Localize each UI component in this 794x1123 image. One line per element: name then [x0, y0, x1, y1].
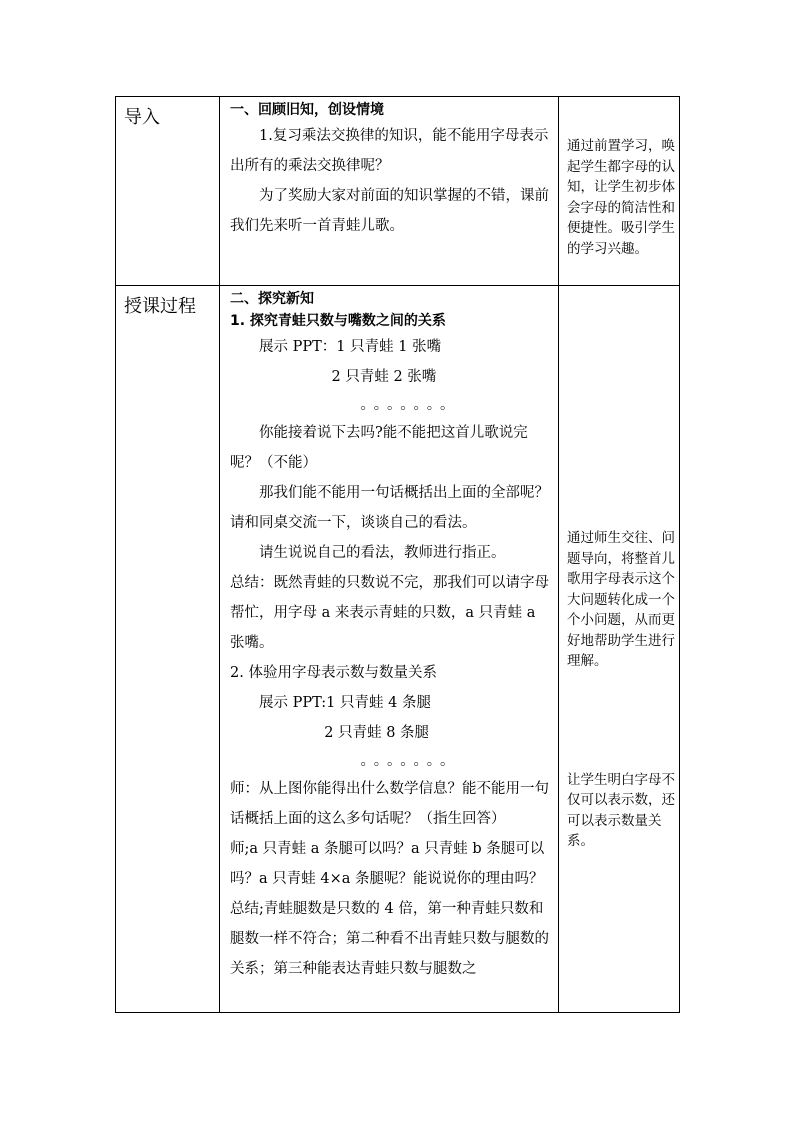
paragraph: 那我们能不能用一句话概括出上面的全部呢？请和同桌交流一下，谈谈自己的看法。 — [230, 485, 549, 531]
section-heading: 二、探究新知 — [230, 291, 314, 307]
subsection-heading: 2. 体验用字母表示数与数量关系 — [230, 665, 437, 681]
section-heading: 一、回顾旧知，创设情境 — [230, 102, 384, 118]
paragraph: 2 只青蛙 8 条腿 — [324, 725, 430, 741]
stage-cell-intro — [116, 97, 220, 286]
stage-label: 授课过程 — [124, 296, 196, 317]
design-note: 让学生明白字母不仅可以表示数，还可以表示数量关系。 — [567, 771, 675, 849]
paragraph: 师;a 只青蛙 a 条腿可以吗？a 只青蛙 b 条腿可以吗？a 只青蛙 4×a 条腿呢？能说说你的理由吗？ — [230, 841, 545, 887]
ellipsis: 。。。。。。。 — [360, 753, 461, 769]
paragraph: 1.复习乘法交换律的知识，能不能用字母表示出所有的乘法交换律呢？ — [230, 128, 549, 174]
subsection-heading: 1. 探究青蛙只数与嘴数之间的关系 — [230, 313, 446, 329]
paragraph: 2 只青蛙 2 张嘴 — [331, 369, 437, 385]
stage-cell-teaching — [116, 286, 220, 1013]
table-row-teaching — [116, 286, 680, 1013]
paragraph: 展示 PPT：1 只青蛙 1 张嘴 — [259, 339, 442, 355]
table-row-intro — [116, 97, 680, 286]
process-cell-teaching — [220, 286, 559, 1013]
paragraph: 你能接着说下去吗?能不能把这首儿歌说完呢？（不能） — [230, 425, 528, 471]
paragraph: 总结：既然青蛙的只数说不完，那我们可以请字母帮忙，用字母 a 来表示青蛙的只数，a 只青蛙 a 张嘴。 — [230, 575, 549, 651]
note-cell-teaching — [559, 286, 680, 1013]
paragraph: 师：从上图你能得出什么数学信息？能不能用一句话概括上面的这么多句话呢？（指生回答） — [230, 781, 549, 827]
design-note: 通过前置学习，唤起学生都字母的认知，让学生初步体会字母的简洁性和便捷性。吸引学生的学习兴趣。 — [567, 138, 675, 257]
paragraph: 总结;青蛙腿数是只数的 4 倍，第一种青蛙只数和腿数一样不符合；第二种看不出青蛙只数与腿数的关系；第三种能表达青蛙只数与腿数之 — [230, 901, 549, 977]
paragraph: 展示 PPT:1 只青蛙 4 条腿 — [259, 695, 431, 711]
ellipsis: 。。。。。。。 — [360, 397, 461, 413]
note-cell-intro — [559, 97, 680, 286]
stage-label: 导入 — [124, 107, 160, 128]
design-note: 通过师生交往、问题导向，将整首儿歌用字母表示这个大问题转化成一个个小问题，从而更好地帮助学生进行理解。 — [567, 530, 675, 669]
paragraph: 请生说说自己的看法，教师进行指正。 — [259, 545, 506, 561]
process-cell-intro — [220, 97, 559, 286]
paragraph: 为了奖励大家对前面的知识掌握的不错，课前我们先来听一首青蛙儿歌。 — [230, 188, 549, 234]
lesson-plan-table — [115, 96, 680, 1013]
